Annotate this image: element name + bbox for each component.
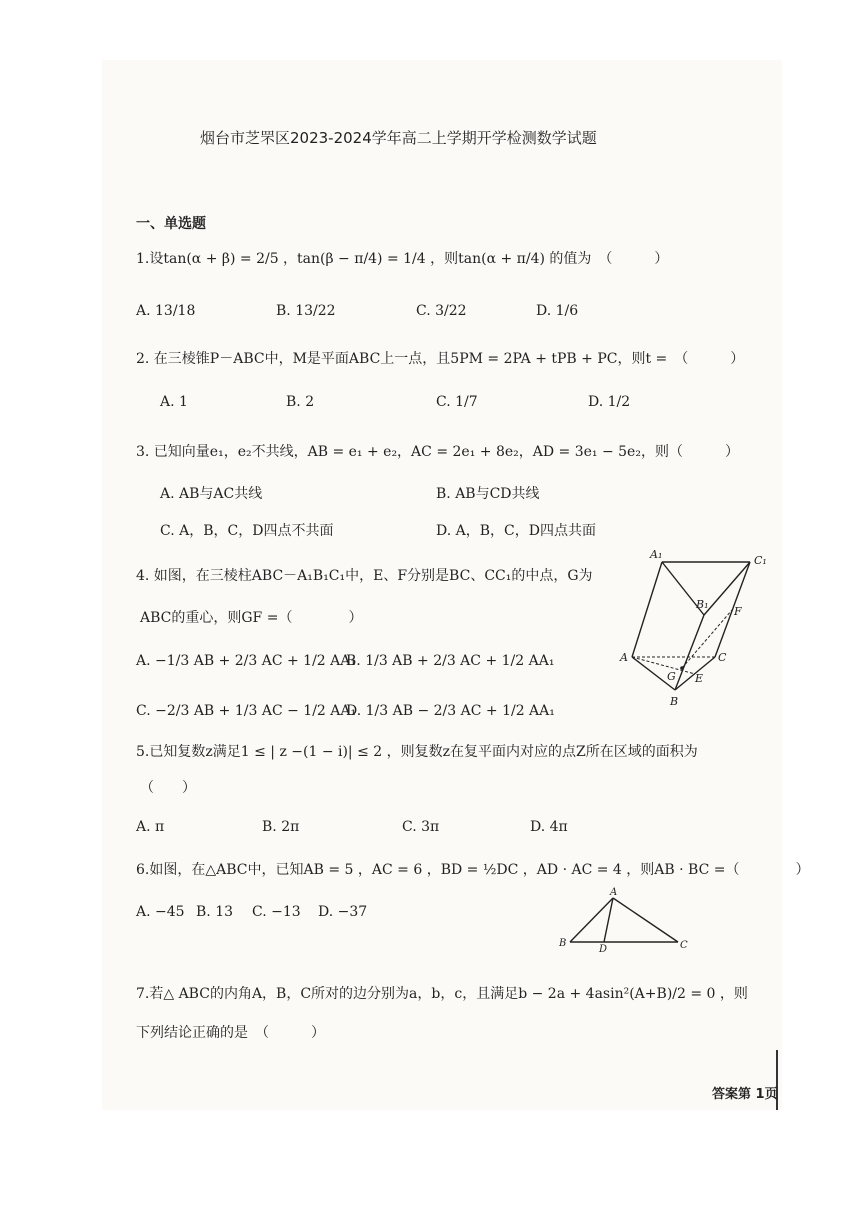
question-7-stem-line-1: 7.若△ ABC的内角A，B，C所对的边分别为a，b，c，且满足b − 2a + 4asin²(A+B)/2 = 0 ，则 — [136, 986, 748, 1002]
page-title: 烟台市芝罘区2023-2024学年高二上学期开学检测数学试题 — [200, 129, 597, 147]
question-1-option-a: A. 13/18 — [136, 303, 196, 319]
prism-label-e: E — [695, 672, 704, 685]
question-5-stem-line-1: 5.已知复数z满足1 ≤ | z −(1 − i)| ≤ 2 ，则复数z在复平面内对应的点Z所在区域的面积为 — [136, 744, 698, 760]
question-2-option-d: D. 1/2 — [588, 394, 631, 410]
prism-label-a1: A₁ — [650, 548, 663, 561]
question-3-option-d: D. A，B，C，D四点共面 — [436, 523, 596, 539]
question-6-stem: 6.如图，在△ABC中，已知AB = 5 ，AC = 6 ，BD = ½DC ，AD · AC = 4 ，则AB · BC =（ ） — [136, 862, 810, 878]
section-heading: 一、单选题 — [136, 216, 206, 232]
question-4-option-d: D. 1/3 AB − 2/3 AC + 1/2 AA₁ — [346, 703, 555, 719]
question-4-option-c: C. −2/3 AB + 1/3 AC − 1/2 AA₁ — [136, 703, 357, 719]
question-4-option-a: A. −1/3 AB + 2/3 AC + 1/2 AA₁ — [136, 653, 357, 669]
question-3-option-a: A. AB与AC共线 — [160, 486, 263, 502]
prism-label-a: A — [620, 651, 628, 664]
prism-label-g: G — [667, 670, 676, 683]
question-3-option-b: B. AB与CD共线 — [436, 486, 540, 502]
prism-label-c: C — [718, 651, 727, 664]
question-6-option-d: D. −37 — [318, 904, 368, 920]
question-2-option-a: A. 1 — [160, 394, 188, 410]
question-4-stem-line-2: ABC的重心，则GF =（ ） — [140, 610, 363, 626]
question-4-stem-line-1: 4. 如图，在三棱柱ABC－A₁B₁C₁中，E、F分别是BC、CC₁的中点，G为 — [136, 568, 593, 584]
prism-label-b1: B₁ — [696, 598, 709, 611]
question-1-option-c: C. 3/22 — [416, 303, 467, 319]
question-3-stem: 3. 已知向量e₁，e₂不共线，AB = e₁ + e₂，AC = 2e₁ + 8e₂，AD = 3e₁ − 5e₂，则（ ） — [136, 444, 739, 460]
triangle-label-a: A — [610, 887, 618, 898]
question-6-option-a: A. −45 — [136, 904, 185, 920]
question-2-option-b: B. 2 — [286, 394, 315, 410]
question-1-option-d: D. 1/6 — [536, 303, 579, 319]
triangle-label-c: C — [680, 940, 688, 951]
question-7-stem-line-2: 下列结论正确的是 （ ） — [136, 1025, 325, 1041]
question-5-option-a: A. π — [136, 819, 165, 835]
prism-label-c1: C₁ — [754, 554, 767, 567]
question-6-option-b: B. 13 — [196, 904, 234, 920]
triangle-label-d: D — [599, 944, 608, 954]
triangle-figure — [556, 884, 696, 954]
question-6-option-c: C. −13 — [252, 904, 301, 920]
question-5-option-b: B. 2π — [262, 819, 300, 835]
question-5-stem-line-2: （ ） — [140, 780, 196, 796]
question-1-option-b: B. 13/22 — [276, 303, 336, 319]
question-2-option-c: C. 1/7 — [436, 394, 478, 410]
prism-figure — [612, 540, 782, 715]
page-footer: 答案第 1页 — [712, 1087, 778, 1102]
triangle-label-b: B — [559, 938, 567, 949]
question-5-option-d: D. 4π — [530, 819, 568, 835]
question-5-option-c: C. 3π — [402, 819, 440, 835]
question-4-option-b: B. 1/3 AB + 2/3 AC + 1/2 AA₁ — [346, 653, 555, 669]
prism-label-f: F — [734, 605, 742, 618]
question-2-stem: 2. 在三棱锥P－ABC中，M是平面ABC上一点，且5PM = 2PA + tPB + PC，则t = （ ） — [136, 351, 745, 367]
prism-label-b: B — [670, 695, 679, 708]
question-1-stem: 1.设tan(α + β) = 2/5 ，tan(β − π/4) = 1/4 ，则tan(α + π/4) 的值为 （ ） — [136, 251, 669, 267]
question-3-option-c: C. A，B，C，D四点不共面 — [160, 523, 334, 539]
